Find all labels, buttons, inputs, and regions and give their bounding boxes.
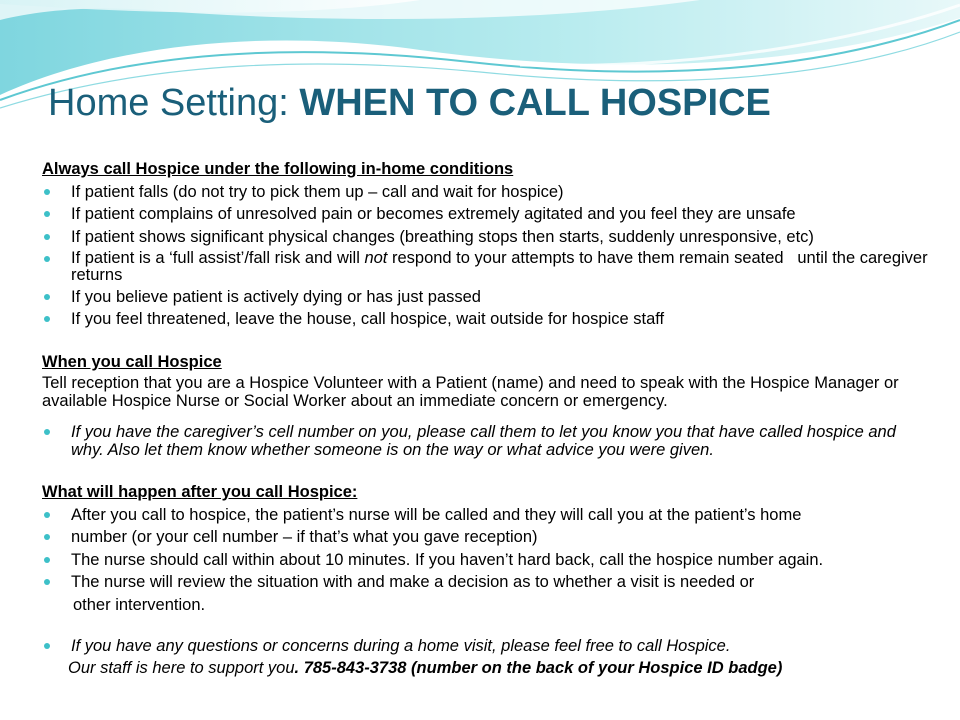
- list-item: other intervention.: [73, 595, 206, 614]
- when-text: Tell reception that you are a Hospice Volunteer with a Patient (name) and need to speak with the Hospice Manager or available Hospice Nurse or Social Worker about an immediate concern or emergency.: [42, 374, 899, 410]
- staff-support-line: [42, 659, 932, 678]
- list-item-post: respond to your attempts to have them remain seated until the caregiver returns: [71, 249, 933, 284]
- list-item: After you call to hospice, the patient’s nurse will be called and they will call you at the patient’s home: [42, 506, 932, 525]
- list-item: The nurse should call within about 10 minutes. If you haven’t hard back, call the hospice number again.: [42, 551, 932, 570]
- when-list: [42, 423, 932, 459]
- always-list: [42, 183, 932, 330]
- list-item: If patient shows significant physical changes (breathing stops then starts, suddenly unresponsive, etc): [42, 228, 932, 247]
- slide-content: [42, 160, 932, 694]
- title-bold: WHEN TO CALL HOSPICE: [299, 82, 771, 124]
- closing-list: [42, 637, 932, 656]
- after-heading: What will happen after you call Hospice:: [42, 483, 358, 501]
- list-item: If you have any questions or concerns during a home visit, please feel free to call Hospice.: [42, 637, 932, 656]
- list-item-em: not: [364, 249, 388, 267]
- staff-phone: . 785-843-3738 (number on the back of your Hospice ID badge): [294, 658, 783, 677]
- always-heading: Always call Hospice under the following in-home conditions: [42, 160, 514, 178]
- list-item: If patient complains of unresolved pain or becomes extremely agitated and you feel they are unsafe: [42, 205, 932, 224]
- list-item: [42, 250, 932, 284]
- page-title: [48, 82, 771, 125]
- list-item: If patient falls (do not try to pick them up – call and wait for hospice): [42, 183, 932, 202]
- when-heading: When you call Hospice: [42, 353, 222, 371]
- list-item: If you feel threatened, leave the house, call hospice, wait outside for hospice staff: [42, 310, 932, 329]
- after-list: [42, 506, 932, 615]
- staff-text: Our staff is here to support you: [68, 658, 295, 677]
- list-item: number (or your cell number – if that’s what you gave reception): [42, 528, 932, 547]
- list-item-pre: If patient is a ‘full assist’/fall risk and will: [71, 249, 365, 267]
- list-item: If you have the caregiver’s cell number on you, please call them to let you know you that have called hospice and why. Also let them know whether someone is on the way or what advice you were given.: [42, 423, 932, 459]
- list-item: The nurse will review the situation with and make a decision as to whether a visit is needed or: [42, 573, 932, 592]
- list-item: If you believe patient is actively dying or has just passed: [42, 288, 932, 307]
- title-normal: Home Setting:: [48, 82, 300, 124]
